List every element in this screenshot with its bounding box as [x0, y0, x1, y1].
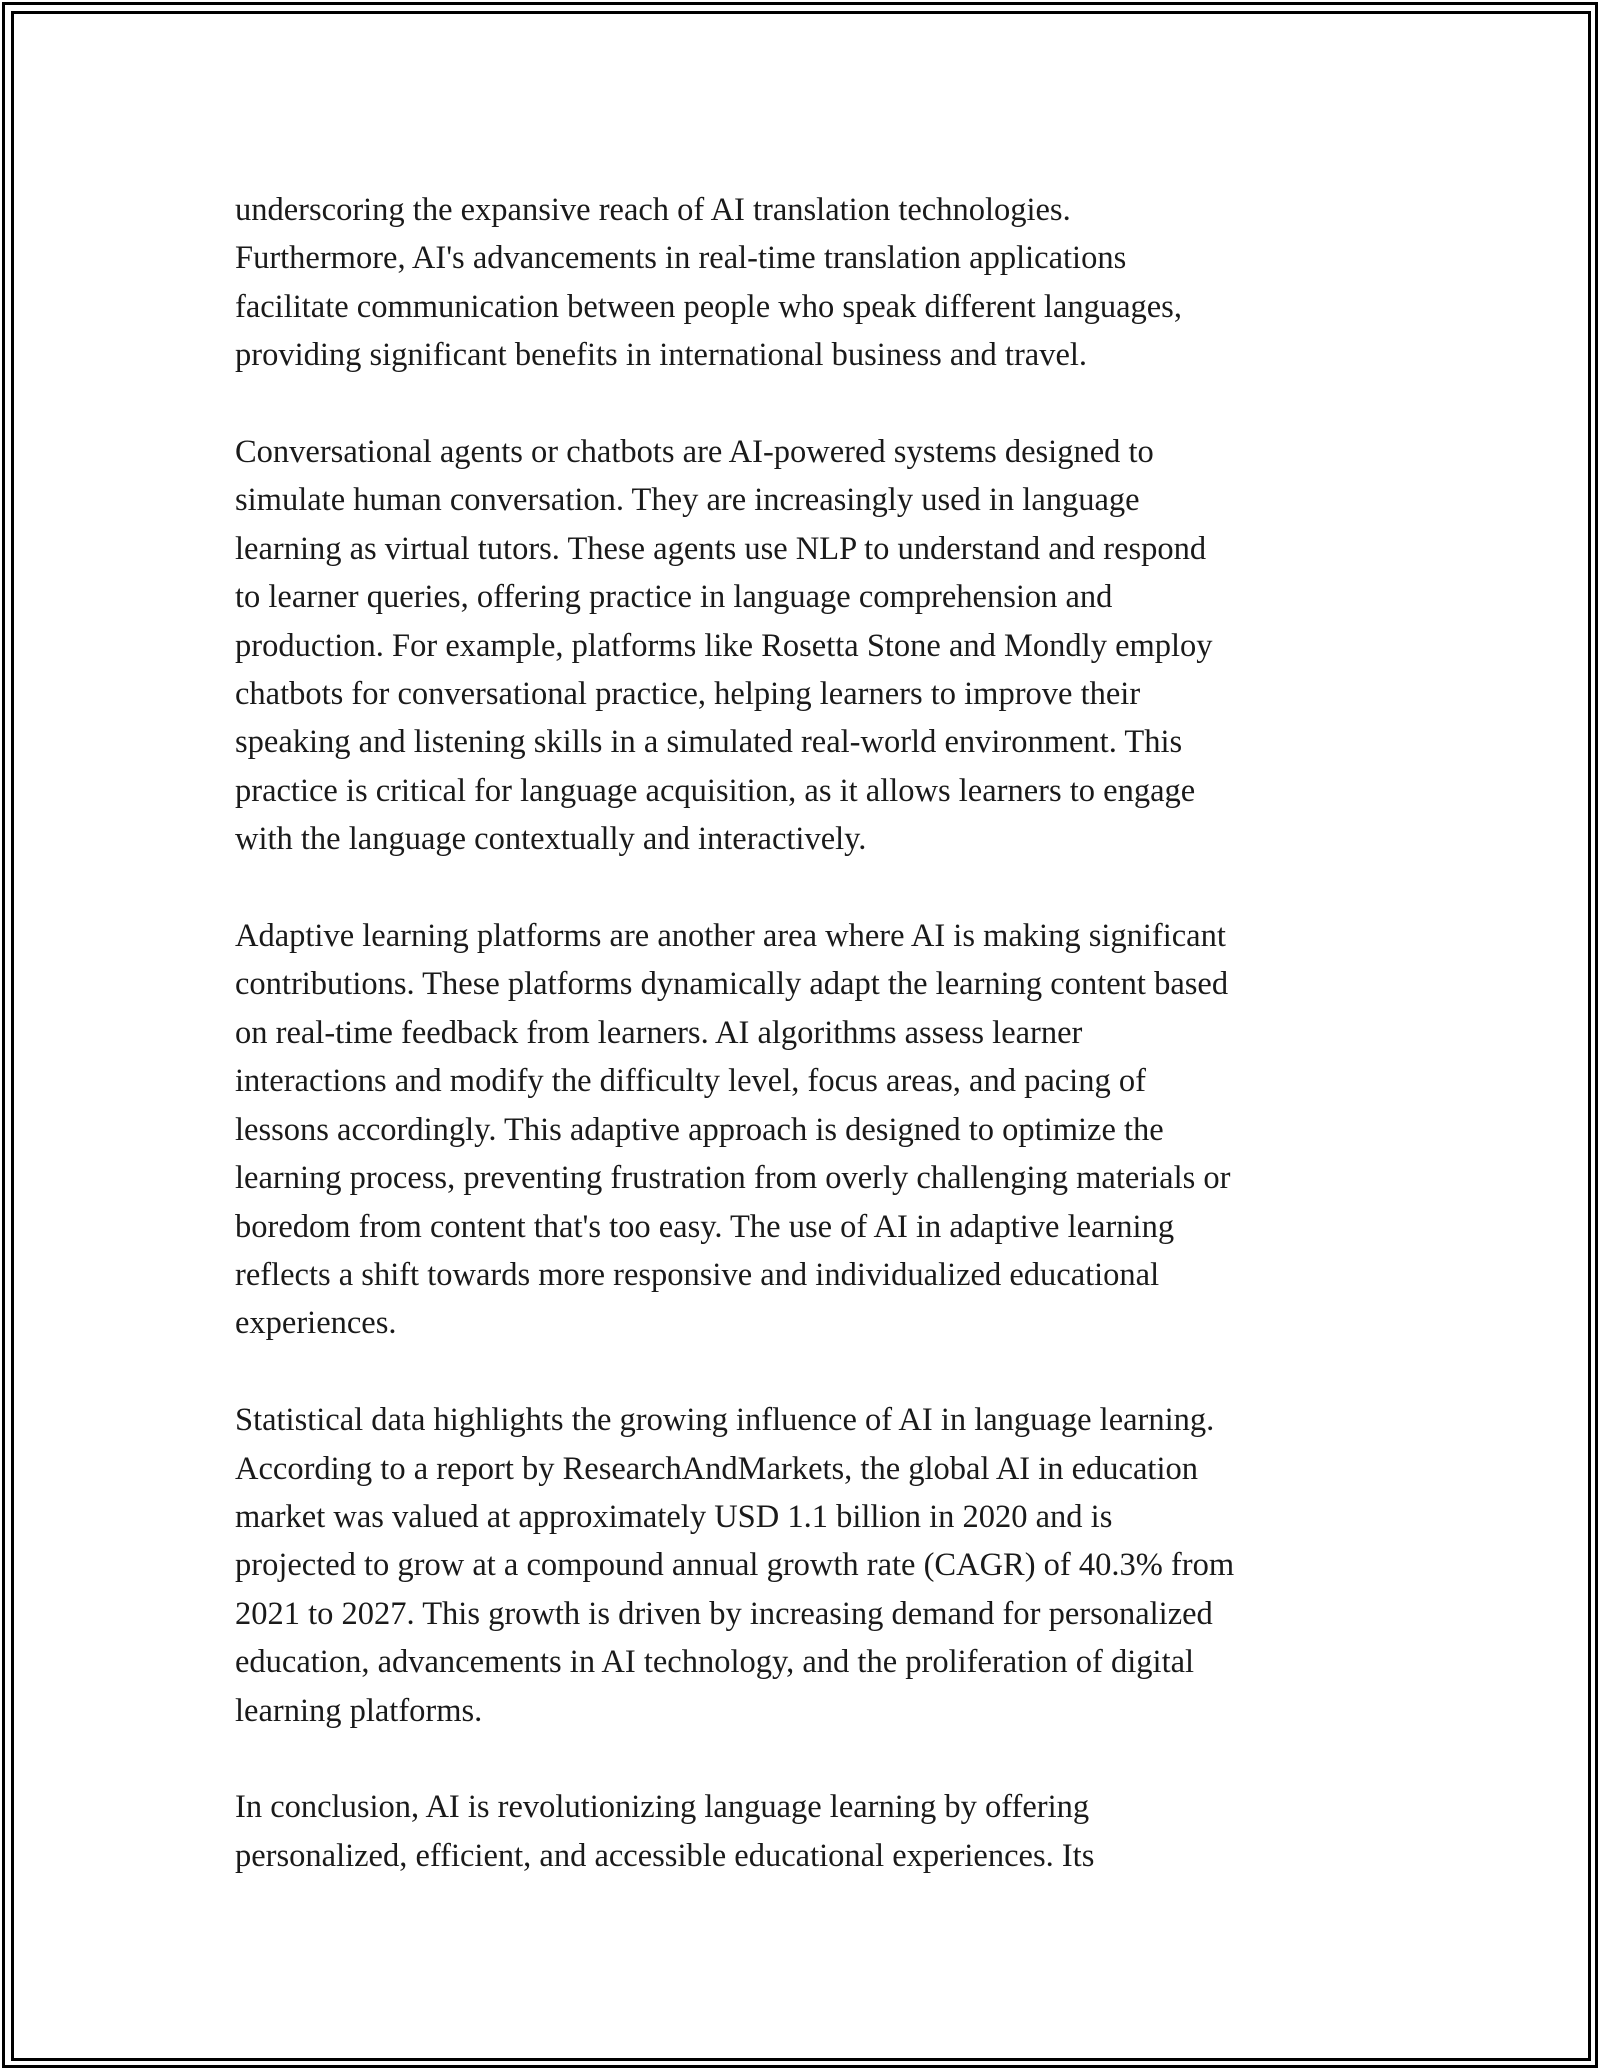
text-line: personalized, efficient, and accessible educational experiences. Its	[235, 1837, 1095, 1874]
text-line: underscoring the expansive reach of AI translation technologies.	[235, 192, 1071, 228]
text-line: on real-time feedback from learners. AI algorithms assess learner	[235, 1014, 1083, 1051]
text-line: learning process, preventing frustration from overly challenging materials or	[235, 1160, 1231, 1197]
text-line: Adaptive learning platforms are another area where AI is making significant	[235, 918, 1226, 955]
paragraph-spacer	[235, 1348, 1365, 1396]
text-line: market was valued at approximately USD 1.1 billion in 2020 and is	[235, 1498, 1113, 1535]
text-line: reflects a shift towards more responsive and individualized educational	[235, 1256, 1160, 1293]
text-line: production. For example, platforms like Rosetta Stone and Mondly employ	[235, 627, 1213, 664]
paragraph-spacer	[235, 380, 1365, 428]
text-line: facilitate communication between people who speak different languages,	[235, 288, 1182, 325]
text-line: projected to grow at a compound annual growth rate (CAGR) of 40.3% from	[235, 1547, 1235, 1584]
text-line: boredom from content that's too easy. The use of AI in adaptive learning	[235, 1208, 1175, 1245]
text-line: speaking and listening skills in a simulated real-world environment. This	[235, 724, 1183, 761]
text-line: Statistical data highlights the growing influence of AI in language learning.	[235, 1402, 1215, 1439]
text-line: experiences.	[235, 1305, 397, 1342]
text-line: 2021 to 2027. This growth is driven by increasing demand for personalized	[235, 1595, 1213, 1632]
paragraph-adaptive-learning	[235, 912, 1365, 1348]
text-line: providing significant benefits in international business and travel.	[235, 337, 1088, 374]
text-line: interactions and modify the difficulty level, focus areas, and pacing of	[235, 1063, 1146, 1100]
text-line: In conclusion, AI is revolutionizing language learning by offering	[235, 1789, 1090, 1826]
text-line: Furthermore, AI's advancements in real-time translation applications	[235, 240, 1127, 277]
paragraph-translation	[235, 186, 1365, 380]
text-line: learning as virtual tutors. These agents use NLP to understand and respond	[235, 530, 1207, 567]
text-line: contributions. These platforms dynamically adapt the learning content based	[235, 966, 1229, 1003]
document-body	[235, 186, 1365, 1880]
text-line: to learner queries, offering practice in language comprehension and	[235, 579, 1113, 616]
paragraph-statistics	[235, 1396, 1365, 1735]
text-line: education, advancements in AI technology, and the proliferation of digital	[235, 1644, 1195, 1681]
text-line: chatbots for conversational practice, helping learners to improve their	[235, 676, 1141, 713]
text-line: learning platforms.	[235, 1692, 483, 1729]
text-line: According to a report by ResearchAndMarkets, the global AI in education	[235, 1450, 1198, 1487]
paragraph-chatbots	[235, 428, 1365, 864]
text-line: with the language contextually and interactively.	[235, 821, 867, 858]
paragraph-spacer	[235, 864, 1365, 912]
text-line: Conversational agents or chatbots are AI-powered systems designed to	[235, 434, 1154, 471]
text-line: lessons accordingly. This adaptive approach is designed to optimize the	[235, 1111, 1164, 1148]
text-line: simulate human conversation. They are increasingly used in language	[235, 482, 1140, 519]
text-line: practice is critical for language acquisition, as it allows learners to engage	[235, 772, 1196, 809]
paragraph-conclusion	[235, 1783, 1365, 1880]
paragraph-spacer	[235, 1735, 1365, 1783]
